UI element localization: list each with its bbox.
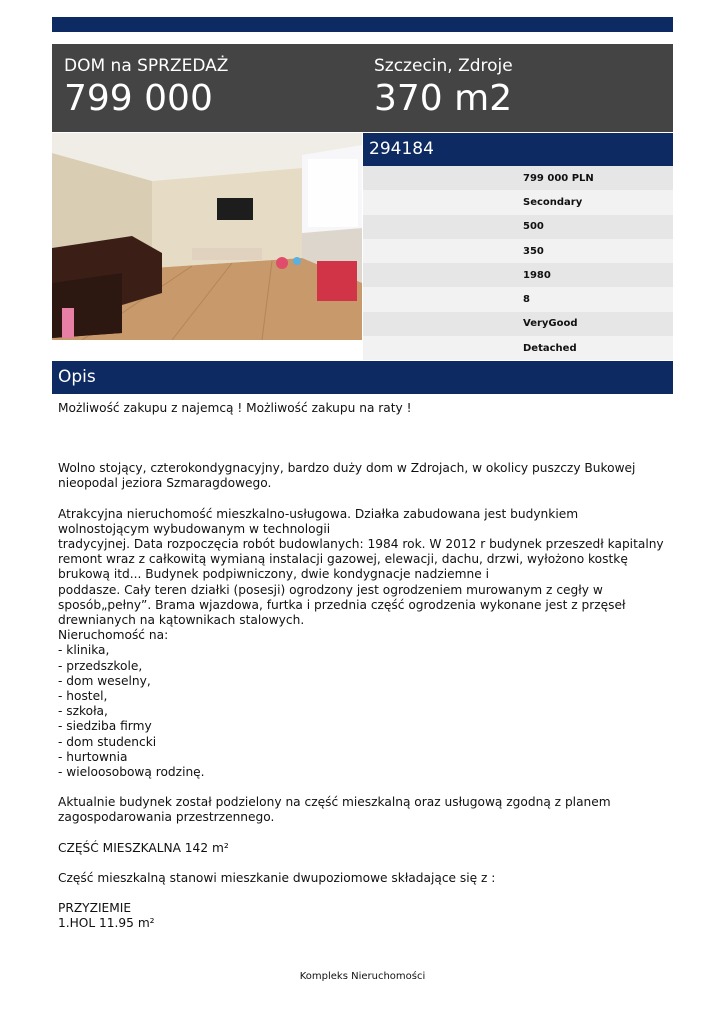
desc-line: Część mieszkalną stanowi mieszkanie dwupoziomowe składające się z :	[58, 870, 496, 885]
spec-year: 1980	[523, 269, 551, 281]
desc-list-item: - przedszkole,	[58, 658, 143, 673]
desc-list-item: - hurtownia	[58, 749, 128, 764]
spec-rooms: 8	[523, 294, 530, 306]
spec-row	[363, 336, 673, 360]
desc-line: remont wraz z całkowitą wymianą instalacji gazowej, elewacji, dachu, drzwi, wyłożono kostkę	[58, 552, 628, 567]
spec-row	[363, 312, 673, 336]
desc-list-item: - wieloosobową rodzinę.	[58, 765, 205, 780]
listing-id-bar	[363, 133, 673, 166]
price: 799 000	[64, 78, 213, 119]
spec-row	[363, 263, 673, 287]
description	[58, 401, 670, 931]
desc-intro: Możliwość zakupu z najemcą ! Możliwość zakupu na raty !	[58, 401, 412, 415]
desc-line: nieopodal jeziora Szmaragdowego.	[58, 476, 272, 491]
top-accent-bar	[52, 17, 673, 32]
desc-list-item: - hostel,	[58, 689, 108, 704]
spec-row	[363, 287, 673, 311]
spec-row	[363, 190, 673, 214]
desc-line: zagospodarowania przestrzennego.	[58, 810, 275, 825]
spec-plot-area: 500	[523, 221, 544, 233]
listing-header	[52, 44, 673, 132]
desc-line: CZĘŚĆ MIESZKALNA 142 m²	[58, 840, 229, 855]
desc-line: PRZYZIEMIE	[58, 901, 132, 916]
spec-row	[363, 215, 673, 239]
desc-line: 1.HOL 11.95 m²	[58, 916, 155, 931]
spec-condition: VeryGood	[523, 318, 578, 330]
desc-line: drewnianych na kątownikach stalowych.	[58, 613, 305, 628]
description-title-bar	[52, 361, 673, 394]
desc-line: Atrakcyjna nieruchomość mieszkalno-usługowa. Działka zabudowana jest budynkiem	[58, 506, 579, 521]
spec-usable-area: 350	[523, 245, 544, 257]
spec-row	[363, 166, 673, 190]
section-title: Opis	[58, 367, 96, 387]
desc-line: Nieruchomość na:	[58, 628, 169, 643]
property-type: DOM na SPRZEDAŻ	[64, 56, 229, 76]
desc-list-item: - dom studencki	[58, 734, 157, 749]
footer-company: Kompleks Nieruchomości	[299, 971, 426, 982]
location: Szczecin, Zdroje	[374, 56, 513, 76]
spec-building-type: Detached	[523, 342, 577, 354]
desc-list-item: - siedziba firmy	[58, 719, 152, 734]
desc-line: poddasze. Cały teren działki (posesji) ogrodzony jest ogrodzeniem murowanym z cegły w	[58, 582, 603, 597]
desc-list-item: - dom weselny,	[58, 673, 151, 688]
desc-line: brukową itd... Budynek podpiwniczony, dwie kondygnacje nadziemne i	[58, 567, 489, 582]
listing-id: 294184	[369, 139, 434, 159]
area: 370 m2	[374, 78, 513, 119]
spec-price: 799 000 PLN	[523, 172, 594, 184]
property-photo	[52, 133, 362, 340]
desc-line: Wolno stojący, czterokondygnacyjny, bardzo duży dom w Zdrojach, w okolicy puszczy Bukowej	[58, 461, 636, 476]
desc-line: tradycyjnej. Data rozpoczęcia robót budowlanych: 1984 rok. W 2012 r budynek przeszedł kapitalny	[58, 537, 664, 552]
desc-line: Aktualnie budynek został podzielony na część mieszkalną oraz usługową zgodną z planem	[58, 795, 611, 810]
spec-table	[363, 166, 673, 360]
desc-list-item: - klinika,	[58, 643, 110, 658]
desc-line: wolnostojącym wybudowanym w technologii	[58, 521, 331, 536]
spec-row	[363, 239, 673, 263]
desc-line: sposób„pełny”. Brama wjazdowa, furtka i przednia część ogrodzenia wykonane jest z przęseł	[58, 597, 626, 612]
spec-market: Secondary	[523, 196, 583, 208]
desc-list-item: - szkoła,	[58, 704, 108, 719]
